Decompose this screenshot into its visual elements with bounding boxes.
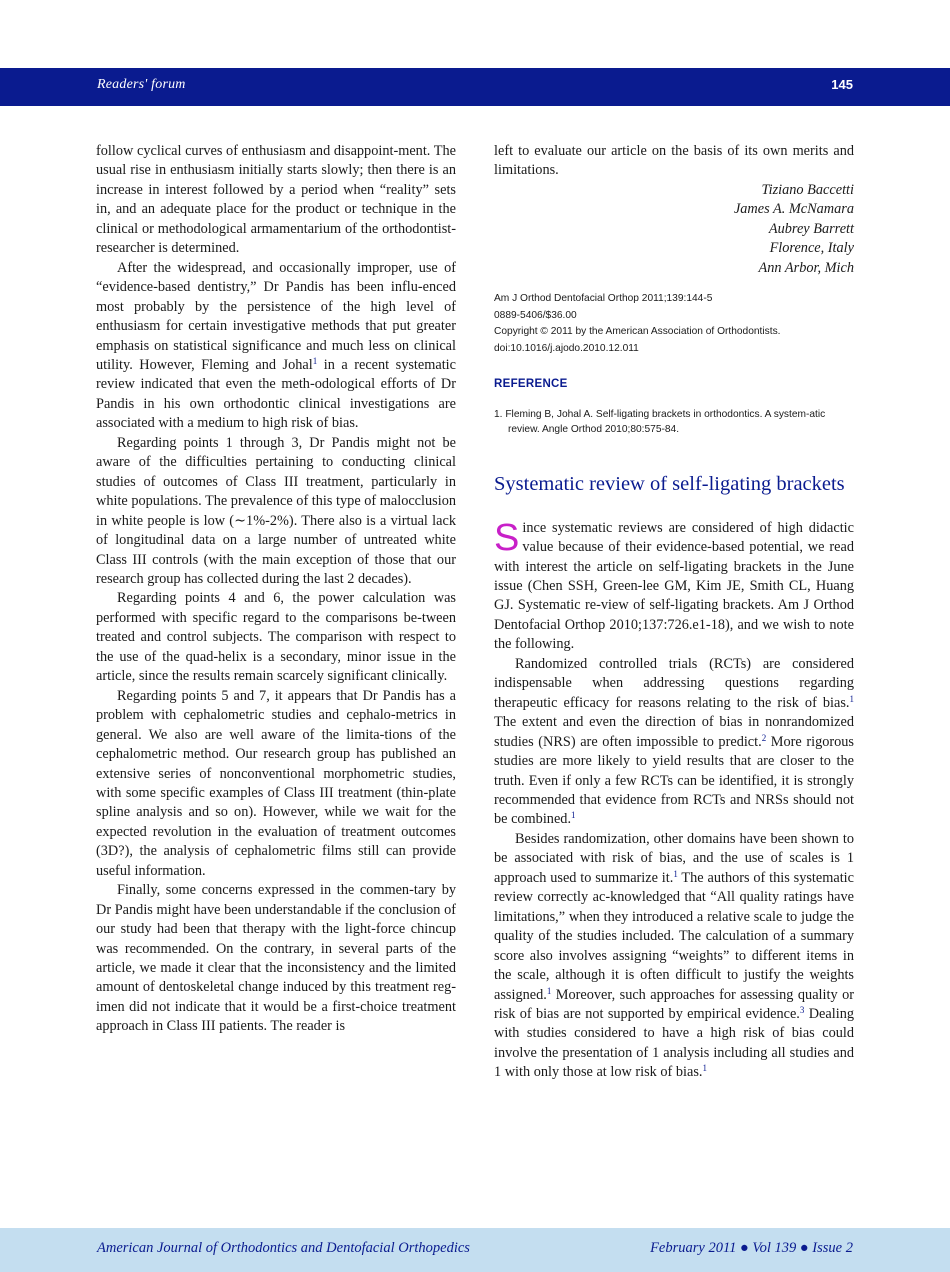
- author-signatures: [494, 181, 854, 278]
- author-name: Aubrey Barrett: [768, 220, 854, 237]
- paragraph: [494, 830, 854, 1083]
- section-title: Readers' forum: [97, 77, 186, 92]
- paragraph: [494, 655, 854, 830]
- paragraph: Regarding points 1 through 3, Dr Pandis might not be aware of the difficulties pertaining to conducting clinical studies of outcomes of Class III treatment, particularly in white populations. The prevalence of this type of malocclusion in white people is low (∼1%-2%). There also is a virtual lack of longitudinal data on a large number of untreated white Class III controls (with the main exception of those that our research group has collected during the last 2 decades).: [96, 434, 456, 587]
- left-column: [96, 142, 456, 1037]
- citation-line: Am J Orthod Dentofacial Orthop 2011;139:144-5: [494, 293, 713, 305]
- paragraph-text: ince systematic reviews are considered of high didactic value because of their evidence-based potential, we read with interest the article on self-ligating brackets in the June issue (Chen SSH, Green-lee GM, Kim JE, Smith CL, Huang GJ. Systematic re-view of self-ligating brackets. Am J Orthod Dentofacial Orthop 2010;137:726.e1-18), and we wish to note the following.: [494, 519, 854, 653]
- article-metadata: [494, 291, 854, 357]
- doi-link[interactable]: doi:10.1016/j.ajodo.2010.12.011: [494, 342, 639, 354]
- paragraph: left to evaluate our article on the basis of its own merits and limitations.: [494, 143, 854, 179]
- citation-link[interactable]: 1: [312, 355, 318, 366]
- page-number: 145: [831, 77, 853, 92]
- paragraph-text: Dealing with studies considered to have a high risk of bias could involve the presentation of 1 analysis including all studies and 1 with only those at low risk of bias.: [494, 1005, 854, 1081]
- copyright: Copyright © 2011 by the American Association of Orthodontists.: [494, 326, 781, 338]
- paragraph-text: After the widespread, and occasionally improper, use of “evidence-based dentistry,” Dr Pandis has been influ-enced most probably by the persistence of the high level of enthusiasm for certain investigative methods that put greater emphasis on statistical significance and much less on clinical utility. However, Fleming and Johal: [96, 259, 456, 373]
- drop-cap: S: [494, 516, 520, 559]
- paragraph-text: The extent and even the direction of bias in nonrandomized studies (NRS) are often impossible to predict.: [494, 714, 854, 750]
- reference-heading: REFERENCE: [494, 378, 568, 391]
- issn-price: 0889-5406/$36.00: [494, 309, 577, 321]
- article-title: Systematic review of self-ligating brackets: [494, 472, 845, 495]
- paragraph: Regarding points 4 and 6, the power calculation was performed with specific regard to the comparisons be-tween treated and control subjects. The comparison with respect to the use of the quad-helix is a secondary, minor issue in the article, since the results remain scarcely significant clinically.: [96, 590, 456, 685]
- paragraph-text: Randomized controlled trials (RCTs) are considered indispensable when addressing questions regarding therapeutic efficacy for reasons relating to the risk of bias.: [494, 655, 854, 711]
- reference-item: 1. Fleming B, Johal A. Self-ligating brackets in orthodontics. A system-atic review. Angle Orthod 2010;80:575-84.: [494, 408, 826, 436]
- right-column: [494, 142, 854, 1083]
- paragraph-text: Besides randomization, other domains have been shown to be associated with risk of bias, and the use of scales is 1 approach used to summarize it.: [494, 830, 854, 886]
- journal-name: American Journal of Orthodontics and Dentofacial Orthopedics: [97, 1240, 470, 1256]
- paragraph-text: in a recent systematic review indicated that even the meth-odological efforts of Dr Pandis in his own orthodontic clinical investigations are associated with a medium to high risk of bias.: [96, 356, 456, 432]
- paragraph: follow cyclical curves of enthusiasm and disappoint-ment. The usual rise in enthusiasm initially starts slowly; then there is an increase in interest followed by a period when “reality” sets in, and an adequate place for the product or technique in the clinical or methodological armamentarium of the orthodontist-researcher is determined.: [96, 143, 456, 257]
- citation-link[interactable]: 1: [571, 810, 576, 821]
- author-location: Florence, Italy: [769, 240, 854, 257]
- author-name: James A. McNamara: [733, 201, 854, 218]
- paragraph: [96, 259, 456, 434]
- author-location: Ann Arbor, Mich: [758, 259, 854, 276]
- citation-link[interactable]: 3: [799, 1004, 805, 1015]
- issue-info: February 2011 ● Vol 139 ● Issue 2: [650, 1240, 853, 1256]
- paragraph-text: The authors of this systematic review correctly ac-knowledged that “All quality ratings have limitations,” when they introduced a relative scale to judge the quality of the studies included. The calculation of a summary score also involves assigning “weights” to different items in the scale, although it is often difficult to justify the weights assigned.: [494, 869, 854, 1003]
- paragraph-text: More rigorous studies are more likely to yield results that are closer to the truth. Even if only a few RCTs can be identified, it is strongly recommended that evidence from RCTs and NRSs should not be combined.: [494, 733, 854, 828]
- citation-link[interactable]: 1: [849, 693, 854, 704]
- author-name: Tiziano Baccetti: [761, 181, 854, 198]
- citation-link[interactable]: 2: [761, 732, 767, 743]
- running-footer: [0, 1228, 950, 1272]
- running-header: [0, 68, 950, 106]
- paragraph: Regarding points 5 and 7, it appears that Dr Pandis has a problem with cephalometric studies and cephalo-metrics in general. We also are well aware of the limita-tions of the cephalometric method. Our research group has published an extensive series of nonconventional morphometric studies, with some specific examples of Class III treatment (thin-plate spline analysis and so on). However, while we wait for the expected revolution in the evaluation of treatment outcomes (3D?), the analysis of cephalometric films still can provide useful information.: [96, 687, 456, 879]
- lead-paragraph: [494, 516, 854, 655]
- paragraph: Finally, some concerns expressed in the commen-tary by Dr Pandis might have been understandable if the conclusion of our study had been that therapy with the light-force chincup was recommended. On the contrary, in several parts of the article, we made it clear that the inconsistency and the limited amount of dentoskeletal change induced by this treatment reg-imen did not indicate that it would be a first-choice treatment approach in Class III patients. The reader is: [96, 882, 456, 1035]
- citation-link[interactable]: 1: [546, 985, 552, 996]
- citation-link[interactable]: 1: [673, 868, 678, 879]
- citation-link[interactable]: 1: [702, 1063, 707, 1074]
- paragraph-text: Moreover, such approaches for assessing quality or risk of bias are not supported by empirical evidence.: [494, 986, 854, 1022]
